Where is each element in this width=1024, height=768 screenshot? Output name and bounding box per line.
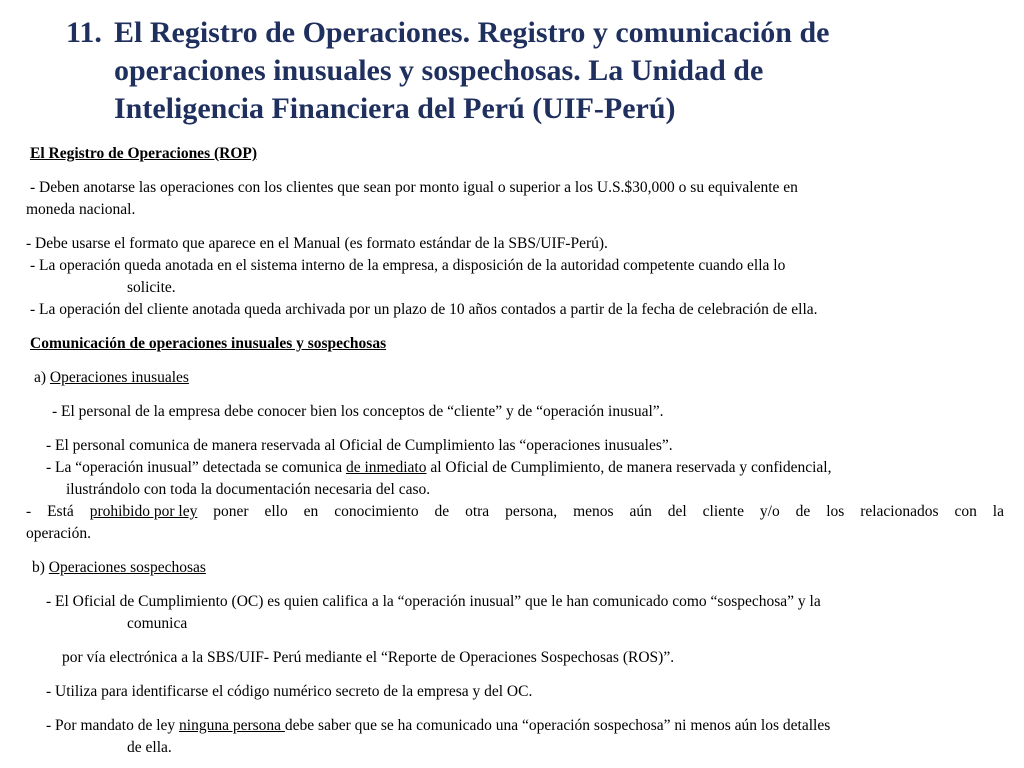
inusual-bullet-4-word: conocimiento bbox=[334, 503, 419, 520]
rop-bullet-1-line-2: moneda nacional. bbox=[26, 201, 136, 218]
rop-bullet-2: - Debe usarse el formato que aparece en el Manual (es formato estándar de la SBS/UIF-Perú). bbox=[26, 235, 608, 252]
sospechosa-bullet-1-line-1: - El Oficial de Cumplimiento (OC) es quien califica a la “operación inusual” que le han comunicado como “sospechosa” y la bbox=[46, 593, 821, 610]
inusual-bullet-4-word: persona, bbox=[505, 503, 558, 520]
sospechosa-bullet-1-line-2: comunica bbox=[127, 615, 188, 632]
comm-heading: Comunicación de operaciones inusuales y sospechosas bbox=[30, 335, 387, 352]
inusual-bullet-4-line-2: operación. bbox=[26, 525, 91, 542]
inusual-bullet-3-underlined: de inmediato bbox=[345, 459, 427, 476]
subsection-b-heading bbox=[32, 557, 206, 579]
inusual-bullet-4-underlined: prohibido por ley bbox=[89, 503, 198, 520]
inusual-bullet-4-word: cliente bbox=[702, 503, 744, 520]
inusual-bullet-4-word: - bbox=[26, 503, 32, 520]
title-line-3: Inteligencia Financiera del Perú (UIF-Perú) bbox=[114, 92, 676, 125]
inusual-bullet-4-word: poner bbox=[213, 503, 249, 520]
title-line-1: El Registro de Operaciones. Registro y comunicación de bbox=[114, 16, 830, 49]
sospechosa-bullet-3-pre: - Por mandato de ley bbox=[46, 717, 180, 734]
inusual-bullet-4-word: de bbox=[795, 503, 811, 520]
inusual-bullet-4-line-1 bbox=[26, 501, 1004, 523]
subsection-a-prefix: a) bbox=[34, 369, 50, 386]
inusual-bullet-4-word: en bbox=[303, 503, 319, 520]
inusual-bullet-3-line-1 bbox=[46, 457, 831, 479]
inusual-bullet-4-word: relacionados bbox=[860, 503, 939, 520]
inusual-bullet-4-word: menos bbox=[573, 503, 614, 520]
inusual-bullet-4-word: otra bbox=[465, 503, 490, 520]
inusual-bullet-4-word: aún bbox=[629, 503, 652, 520]
slide-title bbox=[66, 14, 966, 128]
rop-bullet-1-line-1: - Deben anotarse las operaciones con los clientes que sean por monto igual o superior a los U.S.$30,000 o su equivalente en bbox=[30, 179, 798, 196]
rop-bullet-3-line-2: solicite. bbox=[127, 279, 176, 296]
sospechosa-bullet-3-line-1 bbox=[46, 715, 830, 737]
inusual-bullet-4-word: con bbox=[954, 503, 977, 520]
rop-bullet-3-line-1: - La operación queda anotada en el sistema interno de la empresa, a disposición de la autoridad competente cuando ella lo bbox=[30, 257, 786, 274]
sospechosa-bullet-3-post: debe saber que se ha comunicado una “operación sospechosa” ni menos aún los detalles bbox=[284, 717, 831, 734]
subsection-a-heading bbox=[34, 367, 189, 389]
inusual-bullet-4-word: la bbox=[992, 503, 1004, 520]
sospechosa-bullet-2: - Utiliza para identificarse el código numérico secreto de la empresa y del OC. bbox=[46, 683, 533, 700]
rop-bullet-4: - La operación del cliente anotada queda archivada por un plazo de 10 años contados a partir de la fecha de celebración de ella. bbox=[30, 301, 818, 318]
subsection-b-prefix: b) bbox=[32, 559, 49, 576]
inusual-bullet-4-word: los bbox=[826, 503, 845, 520]
sospechosa-bullet-3-underlined: ninguna persona bbox=[179, 717, 285, 734]
sospechosa-bullet-1-line-3: por vía electrónica a la SBS/UIF- Perú mediante el “Reporte de Operaciones Sospechosas (ROS)”. bbox=[62, 649, 675, 666]
inusual-bullet-1: - El personal de la empresa debe conocer bien los conceptos de “cliente” y de “operación inusual”. bbox=[52, 403, 664, 420]
inusual-bullet-4-word: y/o bbox=[759, 503, 780, 520]
inusual-bullet-3-pre: - La “operación inusual” detectada se comunica bbox=[46, 459, 346, 476]
inusual-bullet-2: - El personal comunica de manera reservada al Oficial de Cumplimiento las “operaciones inusuales”. bbox=[46, 437, 673, 454]
inusual-bullet-4-word: ello bbox=[264, 503, 288, 520]
rop-heading: El Registro de Operaciones (ROP) bbox=[30, 145, 258, 162]
title-line-2: operaciones inusuales y sospechosas. La Unidad de bbox=[114, 54, 764, 87]
subsection-a-label: Operaciones inusuales bbox=[49, 369, 189, 386]
sospechosa-bullet-3-line-2: de ella. bbox=[127, 739, 172, 756]
subsection-b-label: Operaciones sospechosas bbox=[48, 559, 206, 576]
inusual-bullet-4-word: Está bbox=[47, 503, 74, 520]
title-number: 11. bbox=[66, 16, 102, 49]
inusual-bullet-4-word: de bbox=[434, 503, 450, 520]
inusual-bullet-3-post: al Oficial de Cumplimiento, de manera reservada y confidencial, bbox=[426, 459, 832, 476]
inusual-bullet-3-line-2: ilustrándolo con toda la documentación necesaria del caso. bbox=[66, 481, 431, 498]
inusual-bullet-4-word: del bbox=[667, 503, 687, 520]
